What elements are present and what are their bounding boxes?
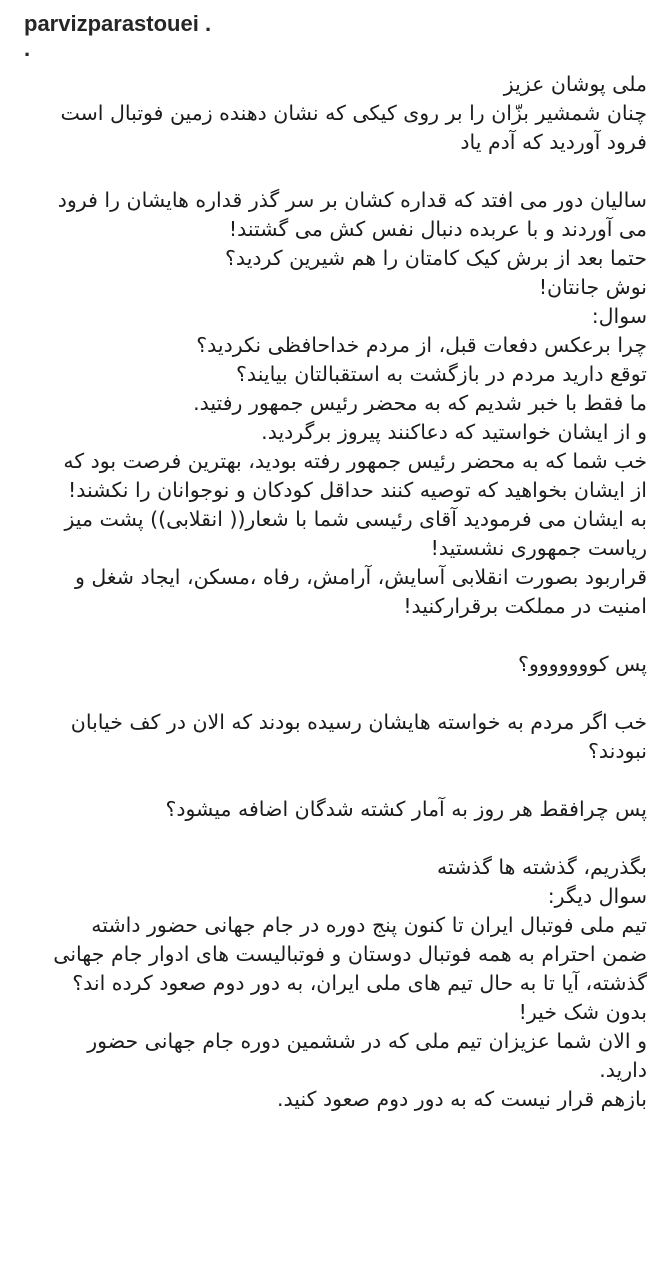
caption-line: توقع دارید مردم در بازگشت به استقبالتان بیایند؟ (236, 362, 647, 386)
caption-line: می آوردند و با عربده دنبال نفس کش می گشتند! (228, 217, 647, 241)
caption-line: خب شما که به محضر رئیس جمهور رفته بودید، بهترین فرصت بود که (63, 449, 647, 473)
blank-line (22, 157, 647, 186)
caption-line: پس کووووووو؟ (518, 652, 647, 676)
caption-line: ضمن احترام به همه فوتبال دوستان و فوتبالیست های ادوار جام جهانی (53, 942, 647, 966)
caption-line: بازهم قرار نیست که به دور دوم صعود کنید. (277, 1087, 647, 1111)
caption-line: حتما بعد از برش کیک کامتان را هم شیرین کردید؟ (225, 246, 647, 270)
caption-line: چنان شمشیر بزّان را بر روی کیکی که نشان دهنده زمین فوتبال است (60, 101, 647, 125)
caption-line: نوش جانتان! (538, 275, 647, 299)
caption-line: و از ایشان خواستید که دعاکنند پیروز برگردید. (261, 420, 647, 444)
caption-line: از ایشان بخواهید که توصیه کنند حداقل کودکان و نوجوانان را نکشند! (68, 478, 647, 502)
caption-line: پس چرافقط هر روز به آمار کشته شدگان اضافه میشود؟ (165, 797, 647, 821)
caption-line: نبودند؟ (588, 739, 647, 763)
caption-dot: . (24, 36, 31, 61)
caption-line: قراربود بصورت انقلابی آسایش، آرامش، رفاه ،مسکن، ایجاد شغل و (74, 565, 647, 589)
blank-line (22, 824, 647, 853)
caption-line: فرود آوردید که آدم یاد (460, 130, 647, 154)
caption-line: تیم ملی فوتبال ایران تا کنون پنج دوره در جام جهانی حضور داشته (91, 913, 647, 937)
post-caption-text (22, 70, 647, 1114)
caption-line: ریاست جمهوری نشستید! (430, 536, 647, 560)
caption-line: خب اگر مردم به خواسته هایشان رسیده بودند که الان در کف خیابان (70, 710, 647, 734)
caption-line: گذشته، آیا تا به حال تیم های ملی ایران، به دور دوم صعود کرده اند؟ (72, 971, 647, 995)
blank-line (22, 621, 647, 650)
caption-line: و الان شما عزیزان تیم ملی که در ششمین دوره جام جهانی حضور (87, 1029, 647, 1053)
caption-line: بگذریم، گذشته ها گذشته (436, 855, 647, 879)
blank-line (22, 679, 647, 708)
caption-line: ما فقط با خبر شدیم که به محضر رئیس جمهور رفتید. (193, 391, 647, 415)
caption-line: سوال: (591, 304, 647, 328)
caption-line: به ایشان می فرمودید آقای رئیسی شما با شعار(( انقلابی)) پشت میز (64, 507, 647, 531)
blank-line (22, 766, 647, 795)
post-header (24, 8, 644, 68)
caption-line: سوال دیگر: (547, 884, 647, 908)
caption-line: بدون شک خیر! (518, 1000, 647, 1024)
caption-line: امنیت در مملکت برقرارکنید! (403, 594, 647, 618)
username[interactable]: parvizparastouei . (24, 11, 212, 36)
caption-line: ملی پوشان عزیز (503, 72, 647, 96)
caption-line: سالیان دور می افتد که قداره کشان بر سر گذر قداره هایشان را فرود (57, 188, 647, 212)
caption-line: دارید. (599, 1058, 647, 1082)
caption-line: چرا برعکس دفعات قبل، از مردم خداحافظی نکردید؟ (196, 333, 647, 357)
